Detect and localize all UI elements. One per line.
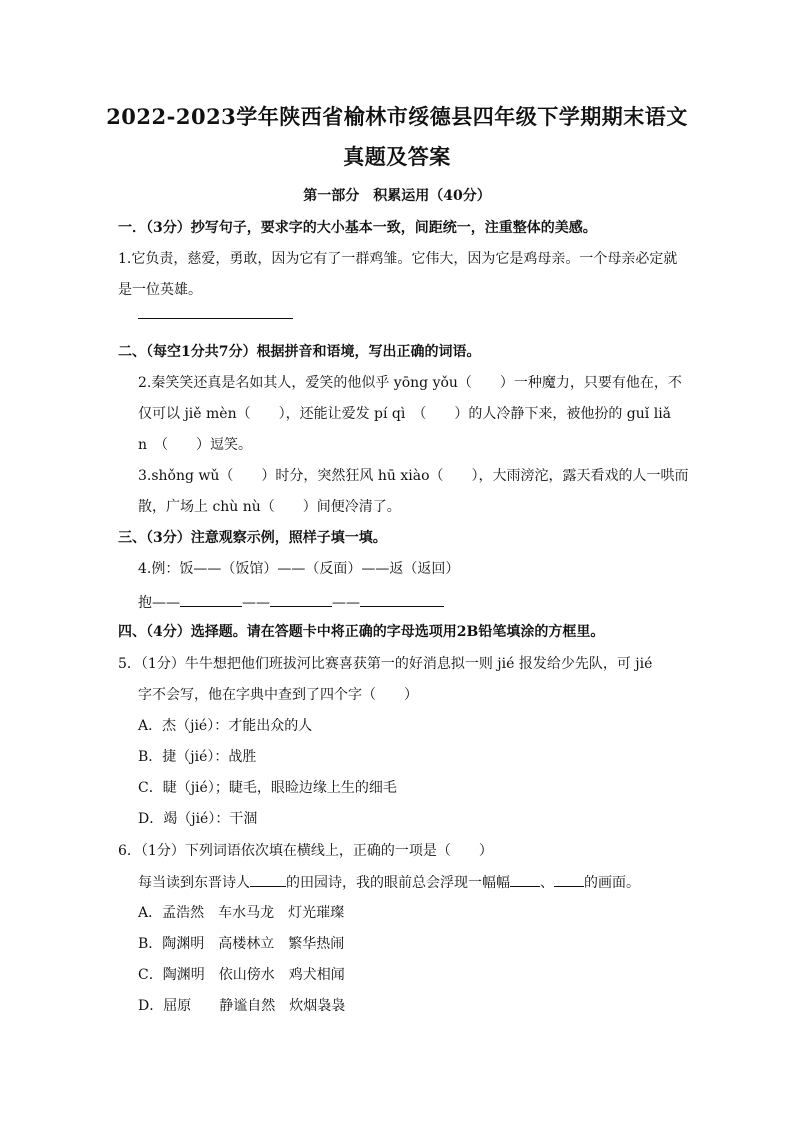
q6-line2-part-a: 每当读到东晋诗人 bbox=[138, 875, 250, 891]
q5-option-b: B．捷（jié）：战胜 bbox=[138, 749, 257, 765]
q1-text-line2: 是一位英雄。 bbox=[118, 282, 202, 298]
q2-item2-line2: 仅可以 jiě mèn（ ），还能让爱发 pí qì （ ）的人冷静下来，被他扮的 guǐ liǎ bbox=[138, 406, 672, 422]
q2-item2-line3: n （ ）逗笑。 bbox=[138, 437, 253, 453]
document-title-line1: 2022-2023学年陕西省榆林市绥德县四年级下学期期末语文 bbox=[106, 104, 688, 129]
q6-option-d: D．屈原 静谧自然 炊烟袅袅 bbox=[138, 998, 346, 1014]
q6-blank-2[interactable] bbox=[510, 872, 540, 887]
q6-blank-1[interactable] bbox=[250, 872, 286, 887]
q3-header: 三、（3分）注意观察示例，照样子填一填。 bbox=[118, 530, 387, 546]
q6-blank-3[interactable] bbox=[554, 872, 584, 887]
q2-item2-line1: 2.秦笑笑还真是名如其人，爱笑的他似乎 yōng yǒu（ ）一种魔力，只要有他在，不 bbox=[138, 375, 682, 391]
q2-item3-line2: 散，广场上 chù nù（ ）间便冷清了。 bbox=[138, 499, 401, 515]
q5-line1: 5．（1分）牛牛想把他们班拔河比赛喜获第一的好消息拟一则 jié 报发给少先队，可 jié bbox=[118, 656, 653, 672]
q5-line2: 字不会写，他在字典中查到了四个字（ ） bbox=[138, 687, 418, 703]
q5-option-d: D．竭（jié）：干涸 bbox=[138, 811, 258, 827]
q1-header: 一．（3分）抄写句子，要求字的大小基本一致，间距统一，注重整体的美感。 bbox=[118, 220, 597, 236]
q6-option-b: B．陶渊明 高楼林立 繁华热闹 bbox=[138, 936, 345, 952]
q3-blank-2[interactable] bbox=[270, 592, 332, 607]
q3-prompt-start: 抱—— bbox=[138, 595, 180, 611]
q3-example: 4.例：饭——（饭馆）——（反面）——返（返回） bbox=[138, 561, 460, 577]
q6-line2-part-b: 的田园诗，我的眼前总会浮现一幅幅 bbox=[286, 875, 510, 891]
q6-line1: 6．（1分）下列词语依次填在横线上，正确的一项是（ ） bbox=[118, 843, 493, 859]
q2-header: 二、（每空1分共7分）根据拼音和语境，写出正确的词语。 bbox=[118, 344, 481, 360]
q1-answer-line[interactable] bbox=[138, 318, 293, 319]
q3-prompt bbox=[138, 592, 444, 613]
section-subtitle: 第一部分 积累运用（40分） bbox=[303, 188, 491, 204]
document-title-line2: 真题及答案 bbox=[343, 144, 451, 169]
q6-line2 bbox=[138, 872, 640, 893]
q5-option-c: C．睫（jié）；睫毛，眼睑边缘上生的细毛 bbox=[138, 780, 397, 796]
q1-text-line1: 1.它负责，慈爱，勇敢，因为它有了一群鸡雏。它伟大，因为它是鸡母亲。一个母亲必定就 bbox=[118, 251, 678, 267]
q3-dash-1: —— bbox=[242, 595, 270, 611]
q6-line2-part-d: 的画面。 bbox=[584, 875, 640, 891]
q3-blank-3[interactable] bbox=[360, 592, 444, 607]
q6-option-a: A．孟浩然 车水马龙 灯光璀璨 bbox=[138, 905, 345, 921]
q5-option-a: A．杰（jié）：才能出众的人 bbox=[138, 718, 313, 734]
q6-option-c: C．陶渊明 依山傍水 鸡犬相闻 bbox=[138, 967, 345, 983]
q6-line2-part-c: 、 bbox=[540, 875, 554, 891]
q2-item3-line1: 3.shǒng wǔ（ ）时分，突然狂风 hū xiào（ ），大雨滂沱，露天看戏的人一哄而 bbox=[138, 468, 689, 484]
q4-header: 四、（4分）选择题。请在答题卡中将正确的字母选项用2B铅笔填涂的方框里。 bbox=[118, 624, 605, 640]
q3-dash-2: —— bbox=[332, 595, 360, 611]
q3-blank-1[interactable] bbox=[180, 592, 242, 607]
